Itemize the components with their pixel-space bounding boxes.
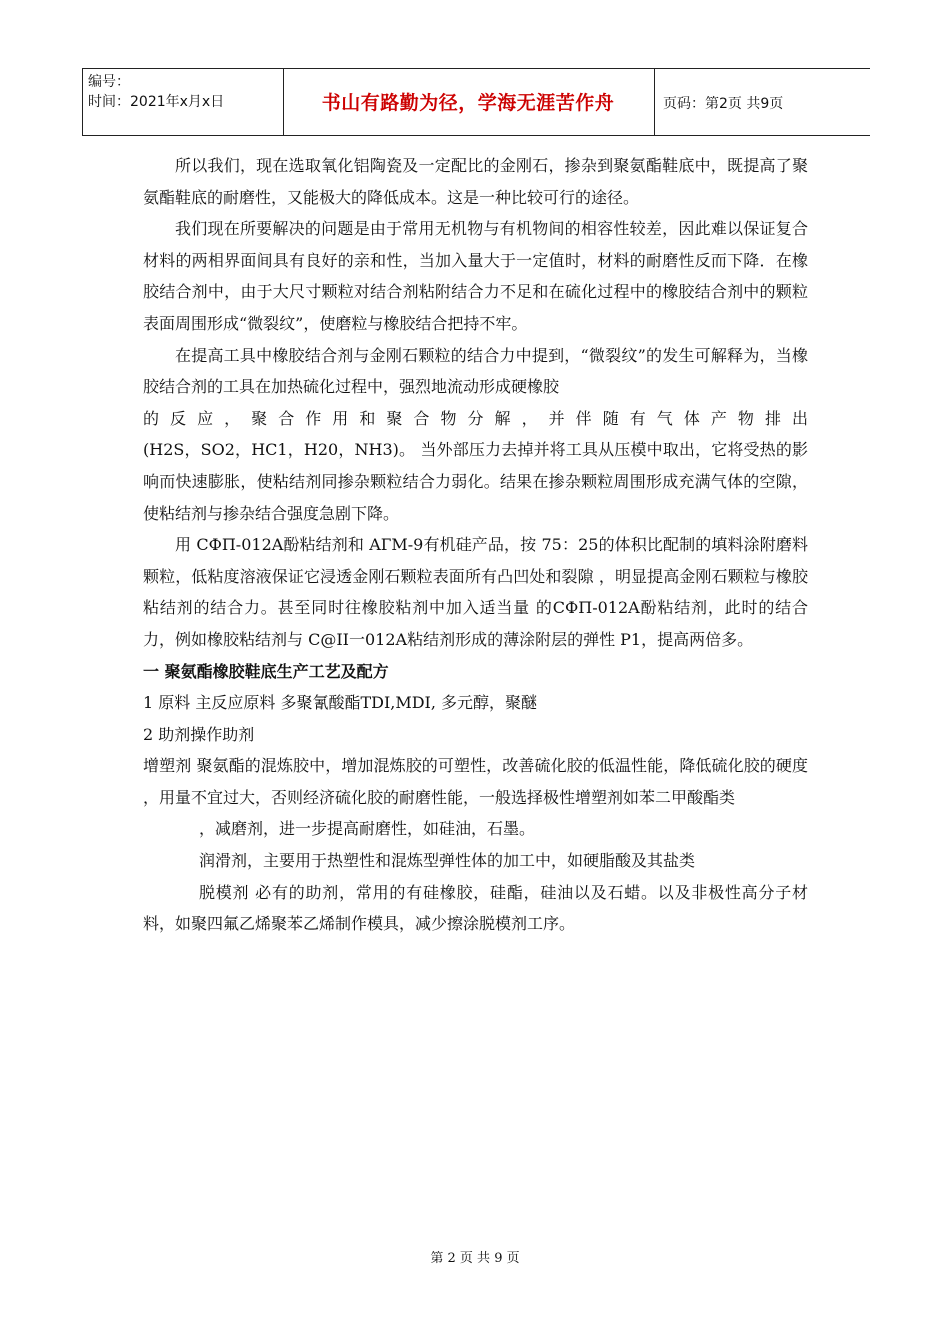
paragraph: 润滑剂，主要用于热塑性和混炼型弹性体的加工中，如硬脂酸及其盐类 <box>199 851 696 871</box>
document-number: 编号： <box>88 74 130 90</box>
paragraph: 用 CФП-012A酚粘结剂和 AГM-9有机硅产品，按 75：25的体积比配制的填料涂附磨料颗粒，低粘度溶液保证它浸透金刚石颗粒表面所有凸凹处和裂隙 ，明显提高金刚石颗粒与橡胶粘结剂的结合力。甚至同时往橡胶粘剂中加入适当量 的CФП-012A酚粘结剂，此时的结合力，例如橡胶粘结剂与 C@II一012A粘结剂形成的薄涂附层的弹性 P1，提高两倍多。 <box>143 535 808 649</box>
list-item: 1 原料 主反应原料 多聚氰酸酯TDI,MDI, 多元醇，聚醚 <box>143 693 538 713</box>
section-heading: 一 聚氨酯橡胶鞋底生产工艺及配方 <box>143 661 389 681</box>
header-meta <box>88 72 224 112</box>
paragraph-line: 的反应，聚合作用和聚合物分解，并伴随有气体产物排出 <box>143 408 808 428</box>
header-motto: 书山有路勤为径，学海无涯苦作舟 <box>321 92 615 114</box>
paragraph: 我们现在所要解决的问题是由于常用无机物与有机物间的相容性较差，因此难以保证复合材料的两相界面间具有良好的亲和性，当加入量大于一定值时，材料的耐磨性反而下降．在橡胶结合剂中，由于大尺寸颗粒对结合剂粘附结合力不足和在硫化过程中的橡胶结合剂中的颗粒表面周围形成“微裂纹”，使磨粒与橡胶结合把持不牢。 <box>143 219 808 333</box>
header-divider-2 <box>654 68 655 135</box>
header-left-border <box>82 68 83 135</box>
paragraph: 增塑剂 聚氨酯的混炼胶中，增加混炼胶的可塑性，改善硫化胶的低温性能，降低硫化胶的硬度 ，用量不宜过大，否则经济硫化胶的耐磨性能，一般选择极性增塑剂如苯二甲酸酯类 <box>143 756 808 807</box>
document-body <box>143 150 808 940</box>
document-date: 时间：2021年x月x日 <box>88 94 225 110</box>
paragraph: 所以我们，现在选取氧化铝陶瓷及一定配比的金刚石，掺杂到聚氨酯鞋底中，既提高了聚氨酯鞋底的耐磨性，又能极大的降低成本。这是一种比较可行的途径。 <box>143 156 808 207</box>
paragraph: (H2S，SO2，HC1，H20，NH3)。 当外部压力去掉并将工具从压模中取出，它将受热的影响而快速膨胀，使粘结剂同掺杂颗粒结合力弱化。结果在掺杂颗粒周围形成充满气体的空隙，使粘结剂与掺杂结合强度急剧下降。 <box>143 440 808 523</box>
page-footer: 第 2 页 共 9 页 <box>430 1251 520 1266</box>
paragraph: ，减磨剂，进一步提高耐磨性，如硅油，石墨。 <box>199 819 536 839</box>
list-item: 2 助剂操作助剂 <box>143 724 255 744</box>
header-page-number: 页码：第2页 共9页 <box>663 96 784 112</box>
paragraph: 脱模剂 必有的助剂，常用的有硅橡胶，硅酯，硅油以及石蜡。以及非极性高分子材料，如聚四氟乙烯聚苯乙烯制作模具，减少擦涂脱模剂工序。 <box>143 882 808 934</box>
header-top-rule <box>82 68 870 69</box>
header-bottom-rule <box>82 135 870 136</box>
paragraph: 在提高工具中橡胶结合剂与金刚石颗粒的结合力中提到，“微裂纹”的发生可解释为，当橡胶结合剂的工具在加热硫化过程中，强烈地流动形成硬橡胶 <box>143 345 808 397</box>
